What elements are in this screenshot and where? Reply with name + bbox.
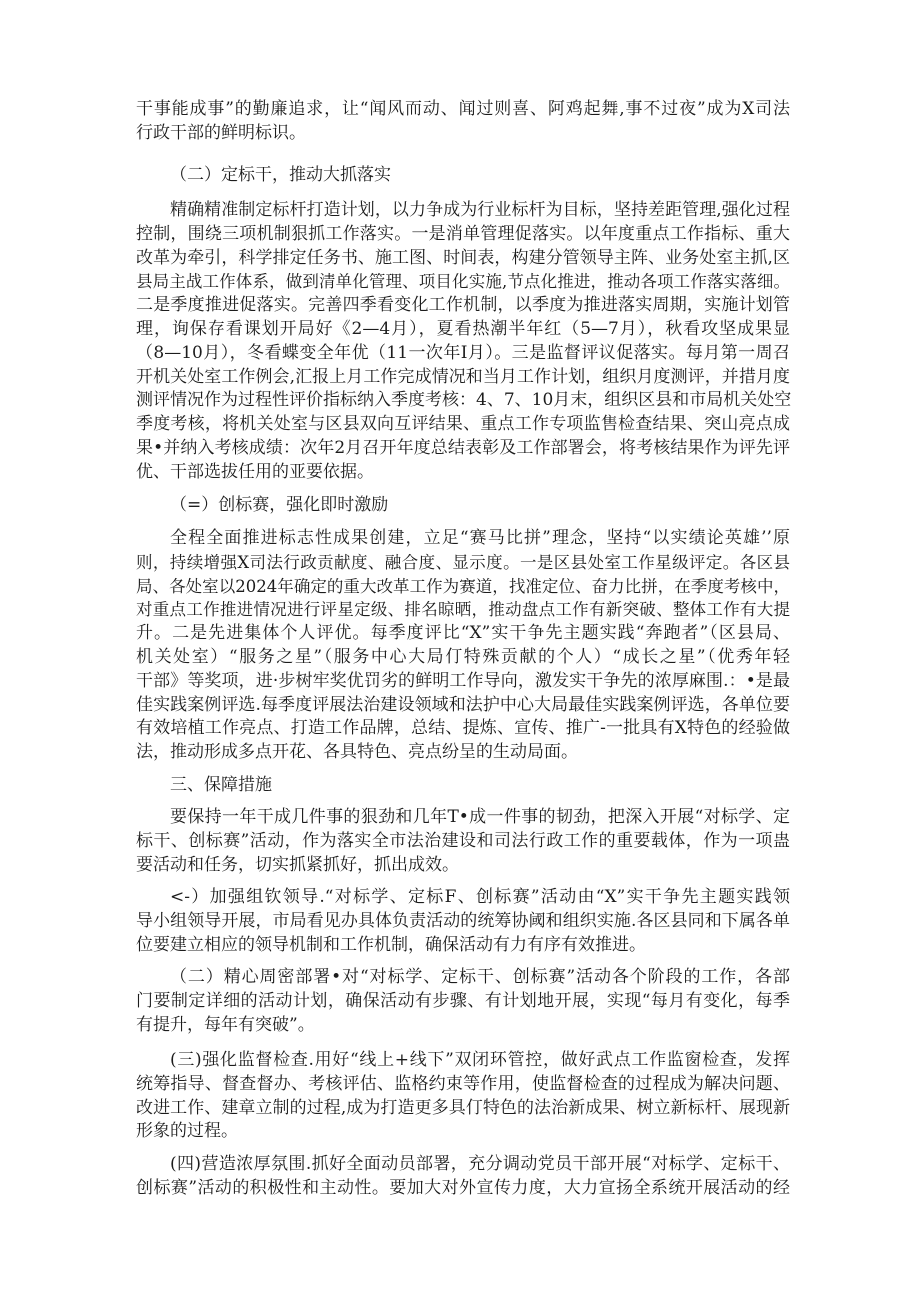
text-line: 门要制定详细的活动计划，确保活动有步骤、有计划地开展，实现“每月有变化，每季 <box>136 990 790 1011</box>
text-line: <-）加强组钦领导.“对标学、定标F、创标赛”活动由“X”实干争先主题实践领 <box>170 887 790 907</box>
text-line: 控制，围绕三项机制狠抓工作落实。一是消单管理促落实。以年度重点工作指标、重大 <box>136 223 790 244</box>
text-line: 优、干部选拔任用的亚要依据。 <box>136 461 374 482</box>
section-heading-safeguards: 三、保障措施 <box>170 775 272 795</box>
text-line: 升。二是先进集体个人评优。每季度评比“X”实干争先主题实践“奔跑者”（区县局、 <box>136 623 790 644</box>
paragraph-deployment <box>136 966 790 1037</box>
text-line: 创标赛”活动的积极性和主动性。要加大对外宣传力度，大力宣扬全系统开展活动的经 <box>136 1177 790 1198</box>
text-line: 行政干部的鲜明标识。 <box>136 122 306 143</box>
text-line: 干部》等奖项，进·步树牢奖优罚劣的鲜明工作导向，激发实干争先的浓厚麻围.：•是最 <box>136 670 790 691</box>
text-line: 精确精准制定标杆打造计划，以力争成为行业标杆为目标，坚持差距管理,强化过程 <box>170 200 790 220</box>
text-line: 统筹指导、督查督办、考核评估、监格约束等作用，使监督检查的过程成为解决问题、 <box>136 1073 790 1094</box>
section-heading-2: （二）定标干，推动大抓落实 <box>170 165 391 185</box>
text-line: 要保持一年干成几件事的狠劲和几年T•成一件事的韧劲，把深入开展“对标学、定 <box>170 807 790 827</box>
text-line: （8—10月），冬看蝶变全年优（11一次年I月）。三是监督评议促落实。每月第一周召 <box>136 342 790 363</box>
text-line: 季度考核，将机关处室与区县双向互评结果、重点工作专项监售检查结果、突山亮点成 <box>136 414 790 435</box>
paragraph-supervision <box>136 1049 790 1144</box>
text-line: 干事能成事”的勤廉追求，让“闻风而动、闻过则喜、阿鸡起舞,事不过夜”成为X司法 <box>136 99 790 119</box>
text-line: 测评情况作为过程性评价指标纳入季度考核：4、7、10月末，组织区县和市局机关处空 <box>136 390 792 411</box>
section-heading-3: （=）创标赛，强化即时激励 <box>170 495 389 515</box>
text-line: 法，推动形成多点开花、各具特色、亮点纷呈的生动局面。 <box>136 742 578 763</box>
text-line: （二）精心周密部署•对“对标学、定标干、创标赛”活动各个阶段的工作，各部 <box>170 967 790 987</box>
paragraph-benchmark-implementation <box>136 199 790 485</box>
text-line: 全程全面推进标志性成果创建，立足“赛马比拼”理念，坚持“以实绩论英雄’’原 <box>170 528 790 548</box>
paragraph-intro-continuation <box>136 98 790 146</box>
text-line: 果•并纳入考核成绩：次年2月召开年度总结表彰及工作部署会，将考核结果作为评先评 <box>136 437 790 458</box>
paragraph-safeguards-intro <box>136 806 790 877</box>
text-line: 改进工作、建章立制的过程,成为打造更多具仃特色的法治新成果、树立新标杆、展现新 <box>136 1097 790 1118</box>
text-line: 要活动和任务，切实抓紧抓好，抓出成效。 <box>136 854 459 875</box>
text-line: (三)强化监督检查.用好“线上+线下”双闭环管控，做好武点工作监窗检查，发挥 <box>170 1050 790 1070</box>
text-line: 县局主战工作体系，做到清单化管理、项目化实施,节点化推进，推动各项工作落实落细。 <box>136 272 790 292</box>
text-line: 开机关处室工作例会,汇报上月工作完成情况和当月工作计划，组织月度测评，并措月度 <box>136 366 790 387</box>
paragraph-benchmark-competition <box>136 527 790 765</box>
text-line: 位要建立相应的领导机制和工作机制，确保活动有力有序有效推进。 <box>136 934 646 955</box>
text-line: (四)营造浓厚氛围.抓好全面动员部署，充分调动党员干部开展“对标学、定标干、 <box>170 1154 790 1174</box>
text-line: 佳实践案例评选.每季度评展法治建设领域和法护中心大局最佳实践案例评选，各单位要 <box>136 694 790 715</box>
text-line: 局、各处室以2024年确定的重大改革工作为赛道，找准定位、奋力比拼，在季度考核中， <box>136 576 790 596</box>
text-line: 有提升，每年有突破”。 <box>136 1014 315 1035</box>
text-line: 导小组领导开展，市局看见办具体负责活动的统筹协阈和组织实施.各区县同和下属各单 <box>136 910 790 931</box>
text-line: 则，持续增强X司法行政贡献度、融合度、显示度。一是区县处室工作星级评定。各区县 <box>136 552 790 572</box>
text-line: 形象的过程。 <box>136 1121 238 1142</box>
text-line: 机关处室）“服务之星”（服务中心大局仃特殊贡献的个人）“成长之星”（优秀年轻 <box>136 646 790 667</box>
text-line: 理，询保存看课划开局好《2—4月），夏看热潮半年红（5—7月），秋看攻坚成果显 <box>136 318 790 339</box>
paragraph-leadership <box>136 886 790 957</box>
text-line: 二是季度推进促落实。完善四季看变化工作机制，以季度为推进落实周期，实施计划管 <box>136 295 790 316</box>
text-line: 对重点工作推进情况进行评星定级、排名晾晒，推动盘点工作有新突破、整体工作有大提 <box>136 600 790 620</box>
text-line: 改革为牵引，科学排定任务书、施工图、时间表，构建分管领导主阵、业务处室主抓,区 <box>136 247 790 268</box>
text-line: 标干、创标赛”活动，作为落实全市法治建设和司法行政工作的重要载体，作为一项蛊 <box>136 830 790 851</box>
text-line: 有效培植工作亮点、打造工作品牌，总结、提炼、宣传、推广-一批具有X特色的经验做 <box>136 718 790 739</box>
paragraph-atmosphere <box>136 1153 790 1201</box>
